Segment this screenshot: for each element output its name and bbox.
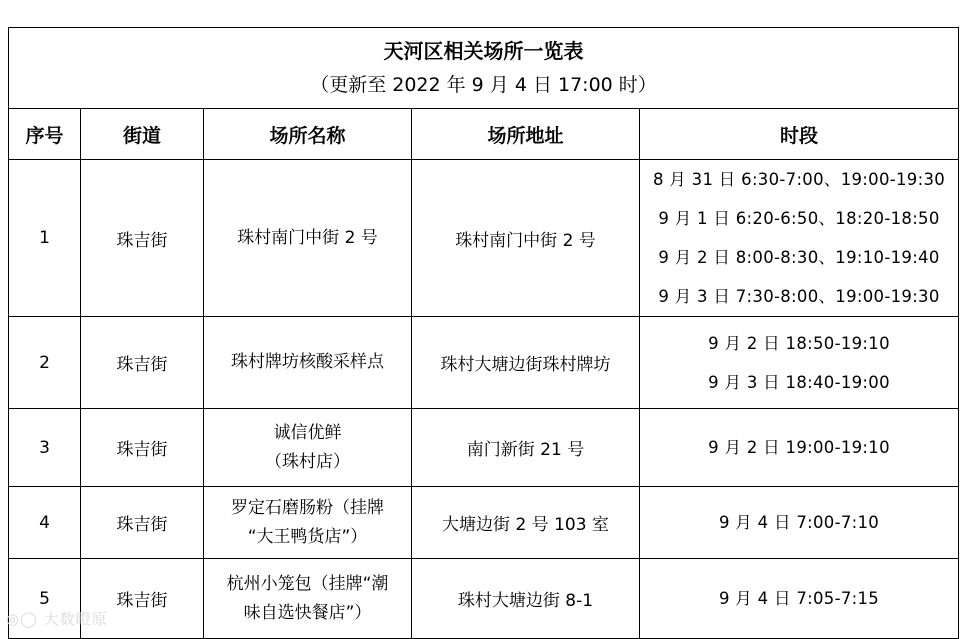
row-place-name [204,317,412,409]
row-number: 1 [9,160,81,317]
place-name-line: 罗定石磨肠粉（挂牌 [231,497,384,518]
table-row [9,409,959,487]
time-line: 9 月 2 日 8:00-8:30、19:10-19:40 [658,248,940,267]
place-name-line: 珠村南门中街 2 号 [237,227,378,248]
places-table [8,27,959,639]
row-number: 3 [9,409,81,487]
table-row [9,559,959,639]
header-time: 时段 [640,109,959,160]
row-address: 珠村南门中街 2 号 [412,160,640,317]
row-street: 珠吉街 [81,160,204,317]
table-row [9,317,959,409]
row-place-name [204,409,412,487]
time-line: 9 月 2 日 19:00-19:10 [708,438,890,457]
row-place-name [204,487,412,559]
table-subtitle: （更新至 2022 年 9 月 4 日 17:00 时） [310,74,657,96]
row-street: 珠吉街 [81,487,204,559]
row-time [640,559,959,639]
table-title: 天河区相关场所一览表 [383,39,584,63]
row-street: 珠吉街 [81,409,204,487]
watermark-text: 大数瞪原 [43,610,108,628]
place-name-line: 味自选快餐店”） [243,602,372,623]
row-time [640,160,959,317]
row-place-name [204,559,412,639]
title-cell [9,28,959,109]
row-place-name [204,160,412,317]
row-number: 4 [9,487,81,559]
row-time [640,487,959,559]
time-line: 9 月 2 日 18:50-19:10 [708,333,890,353]
row-time [640,409,959,487]
header-street: 街道 [81,109,204,160]
header-place-name: 场所名称 [204,109,412,160]
time-line: 9 月 4 日 7:00-7:10 [718,513,880,532]
place-name-line: “大王鸭货店”） [247,526,368,547]
row-address: 珠村大塘边街珠村牌坊 [412,317,640,409]
place-name-line: 杭州小笼包（挂牌“潮 [226,573,389,594]
time-line: 8 月 31 日 6:30-7:00、19:00-19:30 [652,170,946,189]
place-name-line: （珠村店） [265,451,350,472]
row-number: 5 [9,559,81,639]
place-name-line: 诚信优鲜 [273,422,342,443]
row-number: 2 [9,317,81,409]
header-no: 序号 [9,109,81,160]
header-row [9,109,959,160]
row-address: 南门新街 21 号 [412,409,640,487]
table-row [9,160,959,317]
place-name-line: 珠村牌坊核酸采样点 [231,352,384,372]
header-address: 场所地址 [412,109,640,160]
time-line: 9 月 4 日 7:05-7:15 [718,589,880,608]
row-street: 珠吉街 [81,317,204,409]
time-line: 9 月 3 日 18:40-19:00 [708,372,890,392]
table-row [9,487,959,559]
row-time [640,317,959,409]
row-address: 大塘边街 2 号 103 室 [412,487,640,559]
watermark-logo [6,608,108,629]
time-line: 9 月 3 日 7:30-8:00、19:00-19:30 [658,287,940,306]
eye-icon: ◎◯ [6,610,38,628]
row-address: 珠村大塘边街 8-1 [412,559,640,639]
row-street: 珠吉街 [81,559,204,639]
time-line: 9 月 1 日 6:20-6:50、18:20-18:50 [658,209,940,228]
